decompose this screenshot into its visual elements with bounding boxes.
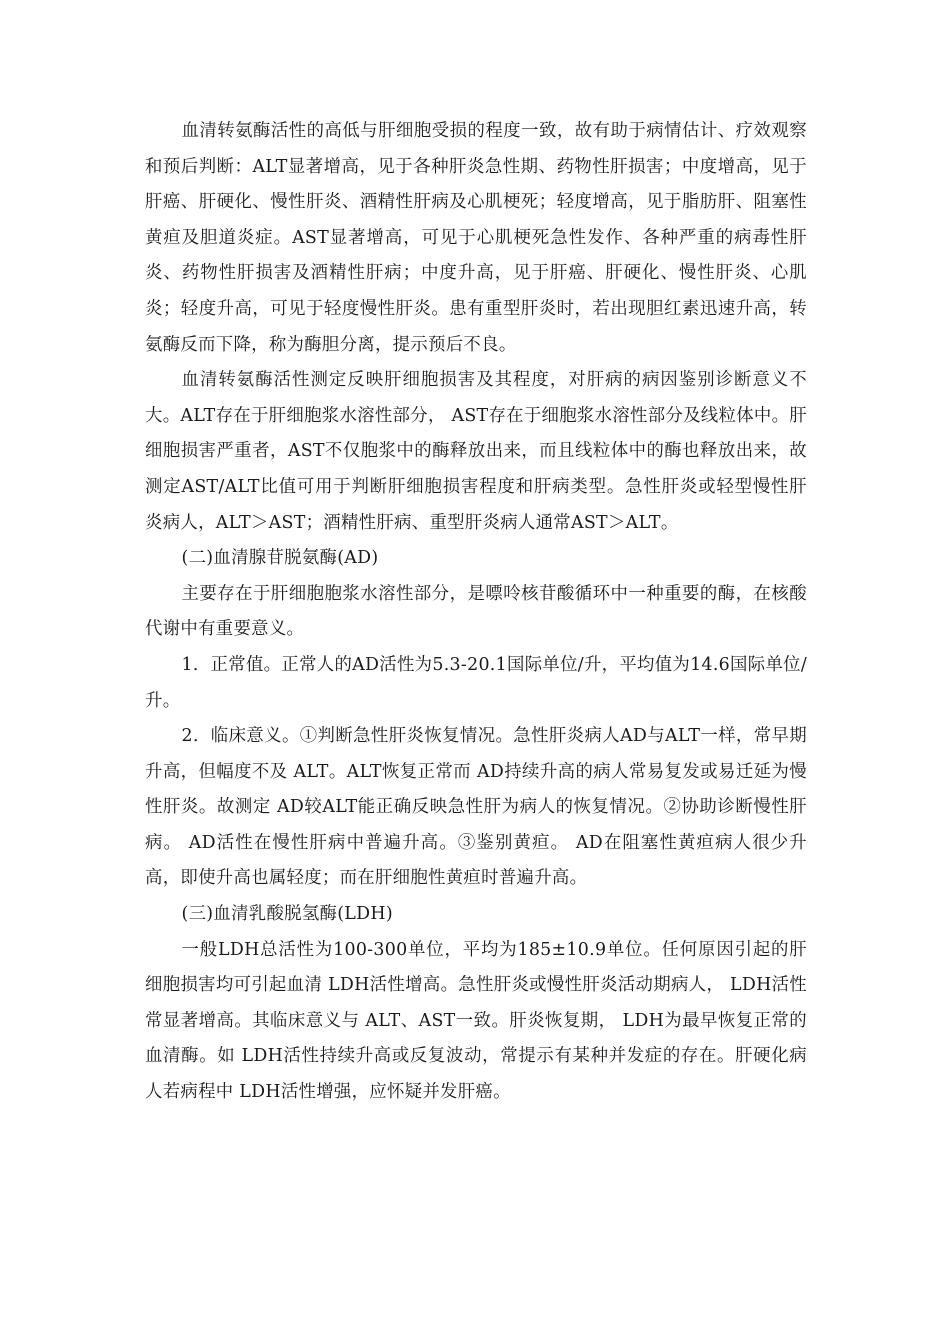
paragraph-ad-intro: 主要存在于肝细胞胞浆水溶性部分，是嘌呤核苷酸循环中一种重要的酶，在核酸代谢中有重要意义。 bbox=[145, 583, 807, 640]
paragraph-ad-clinical-significance: 2．临床意义。①判断急性肝炎恢复情况。急性肝炎病人AD与ALT一样，常早期升高，但幅度不及 ALT。ALT恢复正常而 AD持续升高的病人常易复发或易迁延为慢性肝炎。故测定 AD较ALT能正确反映急性肝为病人的恢复情况。②协助诊断慢性肝病。 AD活性在慢性肝病中普遍升高。③鉴别黄疸。 AD在阻塞性黄疸病人很少升高，即使升高也属轻度；而在肝细胞性黄疸时普遍升高。 bbox=[145, 726, 807, 889]
paragraph-ldh: 一般LDH总活性为100-300单位，平均为185±10.9单位。任何原因引起的肝细胞损害均可引起血清 LDH活性增高。急性肝炎或慢性肝炎活动期病人， LDH活性常显著增高。其临床意义与 ALT、AST一致。肝炎恢复期， LDH为最早恢复正常的血清酶。如 LDH活性持续升高或反复波动，常提示有某种并发症的存在。肝硬化病人若病程中 LDH活性增强，应怀疑并发肝癌。 bbox=[145, 939, 807, 1103]
paragraph-ad-normal-value: 1．正常值。正常人的AD活性为5.3-20.1国际单位/升，平均值为14.6国际单位/升。 bbox=[145, 654, 807, 711]
paragraph-transaminase-significance: 血清转氨酶活性的高低与肝细胞受损的程度一致，故有助于病情估计、疗效观察和预后判断：ALT显著增高，见于各种肝炎急性期、药物性肝损害；中度增高，见于肝癌、肝硬化、慢性肝炎、酒精性肝病及心肌梗死；轻度增高，见于脂肪肝、阻塞性黄疸及胆道炎症。AST显著增高，可见于心肌梗死急性发作、各种严重的病毒性肝炎、药物性肝损害及酒精性肝病；中度升高，见于肝癌、肝硬化、慢性肝炎、心肌炎；轻度升高，可见于轻度慢性肝炎。患有重型肝炎时，若出现胆红素迅速升高，转氨酶反而下降，称为酶胆分离，提示预后不良。 bbox=[145, 121, 807, 355]
paragraph-transaminase-measurement: 血清转氨酶活性测定反映肝细胞损害及其程度，对肝病的病因鉴别诊断意义不大。ALT存在于肝细胞浆水溶性部分， AST存在于细胞浆水溶性部分及线粒体中。肝细胞损害严重者，AST不仅胞浆中的酶释放出来，而且线粒体中的酶也释放出来，故测定AST/ALT比值可用于判断肝细胞损害程度和肝病类型。急性肝炎或轻型慢性肝炎病人，ALT＞AST；酒精性肝病、重型肝炎病人通常AST＞ALT。 bbox=[145, 370, 807, 533]
document-body bbox=[145, 114, 807, 1111]
section-heading-ad: (二)血清腺苷脱氨酶(AD) bbox=[181, 548, 379, 569]
section-heading-ldh: (三)血清乳酸脱氢酶(LDH) bbox=[181, 904, 393, 925]
